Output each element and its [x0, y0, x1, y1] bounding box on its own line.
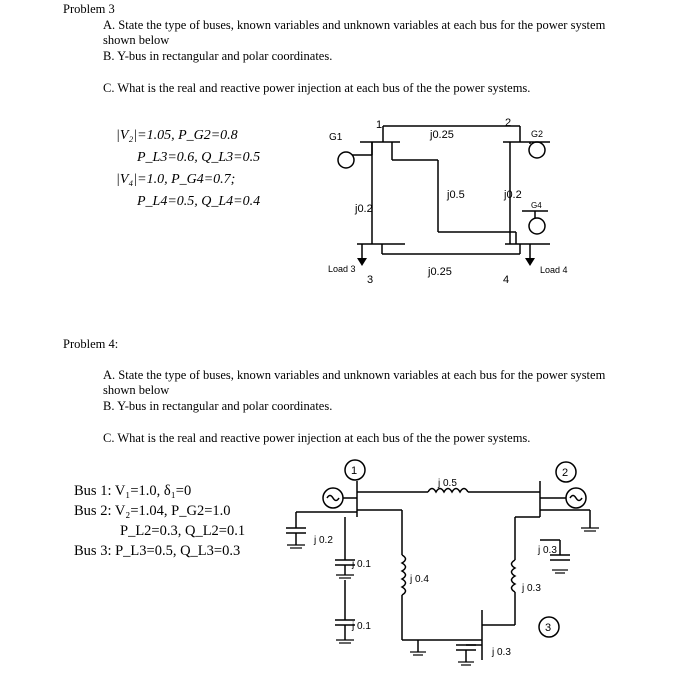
p4-given-bus2: Bus 2: V₂=1.04, P_G2=1.0	[74, 503, 231, 519]
problem4-part-c: C. What is the real and reactive power injection at each bus of the the power systems.	[103, 431, 531, 445]
p3-bus4-number: 4	[503, 274, 510, 286]
p4-x13-coil	[402, 555, 406, 595]
p3-given-line-4: P_L4=0.5, Q_L4=0.4	[137, 194, 261, 209]
p4-x13-label: j 0.4	[410, 574, 429, 585]
p4-given-bus3: Bus 3: P_L3=0.5, Q_L3=0.3	[74, 543, 241, 559]
p4-c3-label: j 0.3	[492, 647, 511, 658]
p3-x34-label: j0.25	[428, 266, 452, 278]
problem4-title: Problem 4:	[63, 337, 119, 351]
p3-x24-label: j0.2	[504, 189, 522, 201]
problem4-part-a: A. State the type of buses, known variables and unknown variables at each bus for the power system shown below	[103, 368, 606, 397]
p4-c1b-label: j 0.1	[352, 559, 371, 570]
problem3-part-a: A. State the type of buses, known variables and unknown variables at each bus for the power system shown below	[103, 18, 606, 47]
p4-x23-coil	[512, 560, 516, 592]
problem4-part-b: B. Y-bus in rectangular and polar coordinates.	[103, 399, 333, 413]
p3-bus1-number: 1	[376, 119, 383, 131]
p4-x23-label: j 0.3	[522, 583, 541, 594]
p3-given-line-2: P_L3=0.6, Q_L3=0.5	[137, 150, 261, 165]
p3-bus2-number: 2	[505, 117, 512, 129]
p3-x14-label: j0.5	[447, 189, 465, 201]
p3-x13-label: j0.2	[355, 203, 373, 215]
g1-label: G1	[329, 132, 343, 143]
problem3-part-b: B. Y-bus in rectangular and polar coordinates.	[103, 49, 333, 63]
p3-given-line-1: |V₂|=1.05, P_G2=0.8	[116, 128, 238, 143]
p4-x12-coil	[428, 489, 468, 493]
g4-label: G4	[531, 201, 542, 210]
p3-x12-label: j0.25	[430, 129, 454, 141]
p4-c1c-label: j 0.1	[352, 621, 371, 632]
p4-x12-label: j 0.5	[438, 478, 457, 489]
p3-given-line-3: |V₄|=1.0, P_G4=0.7;	[116, 172, 236, 187]
g2-label: G2	[531, 129, 544, 139]
load3-label: Load 3	[328, 264, 356, 274]
load4-label: Load 4	[540, 265, 568, 275]
p4-given-bus2-load: P_L2=0.3, Q_L2=0.1	[120, 523, 246, 539]
p4-given-bus1: Bus 1: V₁=1.0, δ₁=0	[74, 483, 192, 499]
p4-c2-label: j 0.3	[538, 545, 557, 556]
p4-bus3-number: 3	[545, 622, 552, 634]
p3-bus3-number: 3	[367, 274, 374, 286]
p4-c1-label: j 0.2	[314, 535, 333, 546]
problem3-part-c: C. What is the real and reactive power injection at each bus of the the power systems.	[103, 81, 531, 95]
problem3-title: Problem 3	[63, 2, 115, 16]
p4-bus2-number: 2	[562, 467, 569, 479]
p4-bus1-number: 1	[351, 465, 358, 477]
